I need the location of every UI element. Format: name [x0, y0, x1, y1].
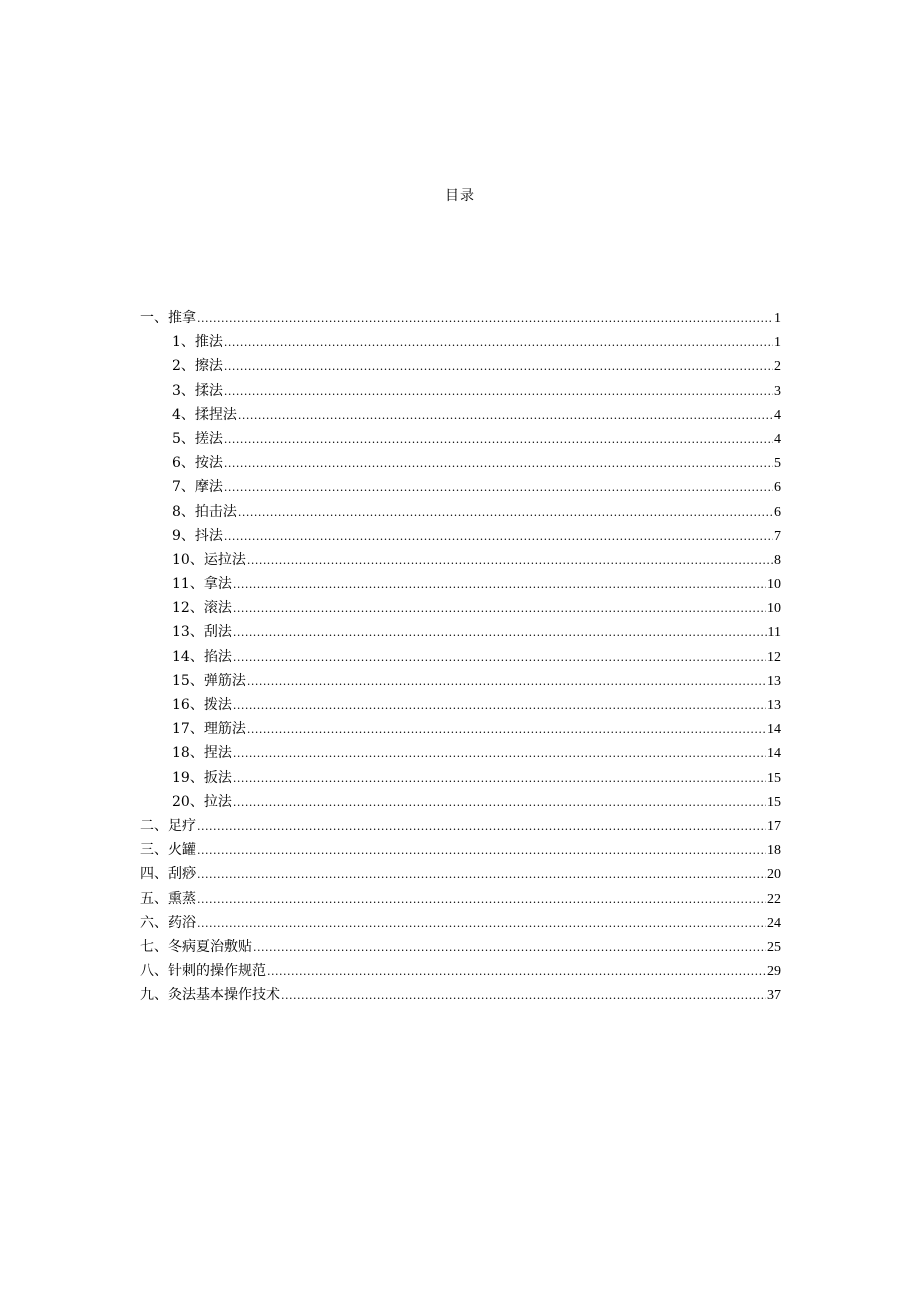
toc-page-number: 24 — [767, 915, 781, 931]
toc-subentry[interactable] — [140, 330, 781, 354]
toc-entry-label: 6、按法 — [172, 455, 223, 472]
toc-page-number: 13 — [767, 698, 781, 713]
toc-entry-label: 2、擦法 — [172, 358, 223, 375]
page-title: 目录 — [445, 188, 475, 204]
toc-subentry[interactable] — [140, 379, 781, 403]
toc-entry-label: 15、弹筋法 — [172, 672, 246, 689]
toc-entry[interactable] — [140, 887, 781, 911]
toc-entry[interactable] — [140, 983, 781, 1007]
toc-page-number: 7 — [774, 528, 781, 544]
dot-leader — [233, 621, 767, 645]
toc-page-number: 20 — [767, 867, 781, 883]
dot-leader — [233, 694, 766, 718]
toc-entry[interactable] — [140, 862, 781, 886]
toc-subentry[interactable] — [140, 572, 781, 596]
toc-entry-label: 七、冬病夏治敷贴 — [140, 938, 252, 955]
dot-leader — [238, 501, 773, 525]
dot-leader — [233, 597, 766, 621]
toc-page-number: 17 — [767, 818, 781, 834]
toc-page-number: 10 — [767, 577, 781, 593]
toc-page-number: 37 — [767, 988, 781, 1004]
dot-leader — [233, 573, 766, 597]
toc-entry[interactable] — [140, 959, 781, 983]
dot-leader — [224, 380, 773, 404]
toc-entry-label: 一、推拿 — [140, 310, 196, 326]
toc-page-number: 14 — [767, 722, 781, 738]
toc-entry-label: 8、拍击法 — [172, 503, 237, 520]
toc-entry-label: 10、运拉法 — [172, 551, 246, 568]
toc-entry-label: 16、拨法 — [172, 697, 232, 713]
toc-subentry[interactable] — [140, 645, 781, 669]
dot-leader — [224, 428, 773, 452]
dot-leader — [224, 525, 773, 549]
toc-page-number: 5 — [774, 456, 781, 472]
toc-entry-label: 20、拉法 — [172, 793, 232, 810]
toc-page-number: 6 — [774, 504, 781, 520]
toc-entry[interactable] — [140, 814, 781, 838]
dot-leader — [267, 960, 766, 984]
toc-page-number: 2 — [774, 359, 781, 375]
toc-entry-label: 九、灸法基本操作技术 — [140, 987, 280, 1004]
toc-page-number: 29 — [767, 964, 781, 980]
toc-entry-label: 12、滚法 — [172, 600, 232, 617]
toc-page-number: 25 — [767, 939, 781, 955]
toc-subentry[interactable] — [140, 596, 781, 620]
toc-entry-label: 二、足疗 — [140, 817, 196, 834]
dot-leader — [197, 839, 766, 863]
toc-subentry[interactable] — [140, 717, 781, 741]
toc-entry-label: 18、捏法 — [172, 745, 232, 762]
toc-entry-label: 13、刮法 — [172, 624, 232, 641]
toc-entry-label: 14、掐法 — [172, 648, 232, 665]
dot-leader — [197, 912, 766, 936]
toc-entry-label: 四、刮痧 — [140, 866, 196, 883]
dot-leader — [233, 742, 766, 766]
toc-subentry[interactable] — [140, 427, 781, 451]
toc-subentry[interactable] — [140, 741, 781, 765]
toc-entry[interactable] — [140, 838, 781, 862]
toc-subentry[interactable] — [140, 524, 781, 548]
toc-page-number: 14 — [767, 746, 781, 762]
toc-entry-label: 5、搓法 — [172, 430, 223, 447]
toc-page-number: 1 — [774, 311, 781, 326]
toc-entry-label: 3、揉法 — [172, 382, 223, 399]
toc-subentry[interactable] — [140, 669, 781, 693]
dot-leader — [247, 549, 773, 573]
toc-page-number: 15 — [767, 794, 781, 810]
toc-subentry[interactable] — [140, 475, 781, 499]
toc-entry-label: 11、拿法 — [172, 576, 232, 593]
toc-entry-label: 六、药浴 — [140, 914, 196, 931]
toc-page-number: 3 — [774, 383, 781, 399]
toc-subentry[interactable] — [140, 354, 781, 378]
dot-leader — [281, 984, 766, 1008]
toc-page-number: 4 — [774, 407, 781, 423]
toc-subentry[interactable] — [140, 766, 781, 790]
toc-entry-label: 17、理筋法 — [172, 721, 246, 738]
toc-subentry[interactable] — [140, 403, 781, 427]
toc-page-number: 6 — [774, 480, 781, 496]
dot-leader — [224, 452, 773, 476]
toc-page-number: 10 — [767, 601, 781, 617]
dot-leader — [197, 815, 766, 839]
dot-leader — [224, 476, 773, 500]
toc-page-number: 11 — [767, 625, 781, 641]
toc-entry[interactable] — [140, 935, 781, 959]
toc-entry[interactable] — [140, 306, 781, 330]
toc-entry-label: 19、扳法 — [172, 769, 232, 786]
dot-leader — [247, 718, 766, 742]
toc-subentry[interactable] — [140, 693, 781, 717]
dot-leader — [233, 767, 766, 791]
dot-leader — [233, 791, 766, 815]
toc-entry-label: 4、揉捏法 — [172, 406, 237, 423]
toc-entry-label: 7、摩法 — [172, 479, 223, 496]
toc-page-number: 1 — [774, 335, 781, 351]
dot-leader — [247, 670, 766, 694]
toc-subentry[interactable] — [140, 620, 781, 644]
toc-entry-label: 1、推法 — [172, 334, 223, 351]
toc-page-number: 4 — [774, 431, 781, 447]
dot-leader — [224, 331, 773, 355]
table-of-contents — [140, 306, 781, 1007]
dot-leader — [197, 888, 766, 912]
toc-entry-label: 三、火罐 — [140, 842, 196, 859]
dot-leader — [233, 646, 766, 670]
toc-entry[interactable] — [140, 911, 781, 935]
dot-leader — [224, 355, 773, 379]
dot-leader — [197, 863, 766, 887]
toc-entry-label: 八、针刺的操作规范 — [140, 963, 266, 980]
toc-entry-label: 9、抖法 — [172, 527, 223, 544]
toc-page-number: 13 — [767, 673, 781, 689]
dot-leader — [197, 307, 773, 331]
toc-page-number: 15 — [767, 770, 781, 786]
toc-page-number: 8 — [774, 552, 781, 568]
dot-leader — [253, 936, 766, 960]
toc-subentry[interactable] — [140, 790, 781, 814]
dot-leader — [238, 404, 773, 428]
toc-subentry[interactable] — [140, 500, 781, 524]
toc-entry-label: 五、熏蒸 — [140, 890, 196, 907]
toc-page-number: 18 — [767, 843, 781, 859]
toc-subentry[interactable] — [140, 548, 781, 572]
toc-subentry[interactable] — [140, 451, 781, 475]
toc-page-number: 12 — [767, 649, 781, 665]
toc-page-number: 22 — [767, 891, 781, 907]
